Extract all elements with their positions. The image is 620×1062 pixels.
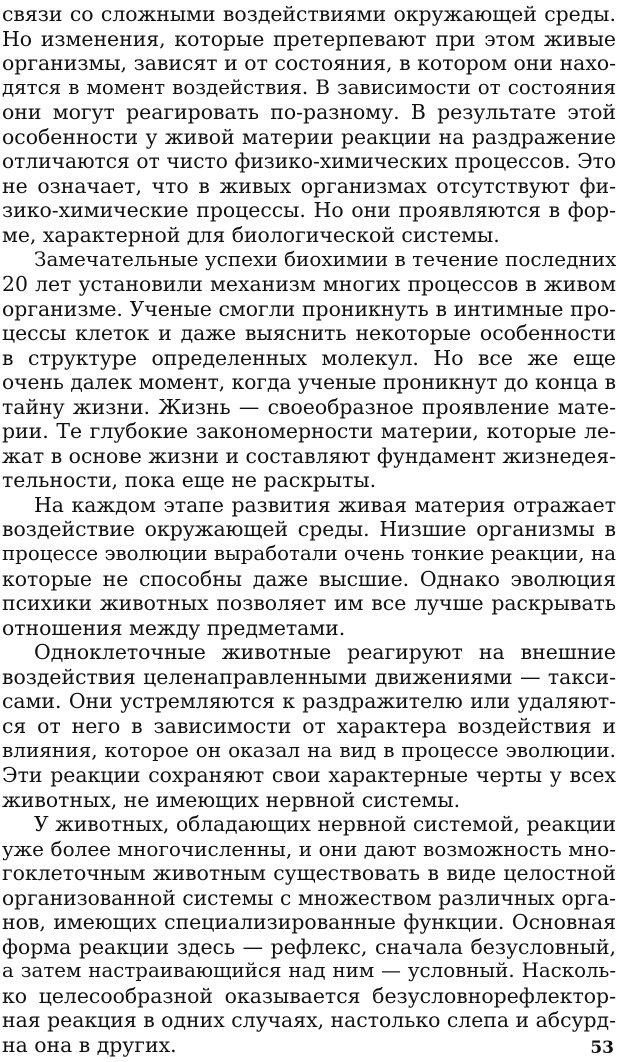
text-line: отличаются от чисто физико-химических процессов. Это bbox=[2, 149, 616, 174]
text-line: Эти реакции сохраняют свои характерные черты у всех bbox=[2, 762, 616, 787]
text-line: воздействия целенаправленными движениями — такси- bbox=[2, 664, 616, 689]
text-line: особенности у живой материи реакции на раздражение bbox=[2, 124, 616, 149]
text-line: психики животных позволяет им все лучше раскрывать bbox=[2, 591, 616, 616]
paragraph bbox=[2, 2, 616, 247]
paragraph bbox=[2, 812, 616, 1057]
paragraph bbox=[2, 493, 616, 640]
text-line: отношения между предметами. bbox=[2, 615, 346, 640]
text-line: уже более многочисленны, и они дают возможность мно- bbox=[2, 836, 616, 861]
body-text bbox=[2, 2, 616, 1058]
text-line: На каждом этапе развития живая материя отражает bbox=[34, 492, 616, 517]
text-line: ко целесообразной оказывается безусловнорефлектор- bbox=[2, 983, 616, 1008]
text-line: они могут реагировать по-разному. В результате этой bbox=[2, 100, 616, 125]
text-line: а затем настраивающийся над ним — условный. Насколь- bbox=[2, 959, 616, 983]
text-line: организме. Ученые смогли проникнуть в интимные про- bbox=[2, 296, 616, 321]
paragraph bbox=[2, 640, 616, 812]
text-line: ся от него в зависимости от характера воздействия и bbox=[2, 713, 616, 738]
text-line: организованной системы с множеством различных орга- bbox=[2, 885, 616, 910]
text-line: гоклеточным животным существовать в виде целостной bbox=[2, 861, 616, 886]
text-line: дятся в момент воздействия. В зависимости от состояния bbox=[2, 75, 616, 99]
text-line: на она в других. bbox=[2, 1032, 177, 1057]
text-line: связи со сложными воздействиями окружающей среды. bbox=[2, 2, 616, 26]
text-line: ме, характерной для биологической системы. bbox=[2, 222, 500, 247]
text-line: форма реакции здесь — рефлекс, сначала безусловный, bbox=[2, 934, 616, 959]
text-line: очень далек момент, когда ученые проникнут до конца в bbox=[2, 370, 616, 395]
text-line: зико-химические процессы. Но они проявляются в фор- bbox=[2, 198, 616, 223]
text-line: тельности, пока еще не раскрыты. bbox=[2, 468, 377, 493]
text-line: которые не способны даже высшие. Однако эволюция bbox=[2, 566, 616, 591]
text-line: организмы, зависят и от состояния, в котором они нахо- bbox=[2, 51, 616, 76]
page-number: 53 bbox=[590, 1038, 614, 1058]
text-line: Но изменения, которые претерпевают при этом живые bbox=[2, 26, 616, 51]
text-line: нов, имеющих специализированные функции. Основная bbox=[2, 910, 616, 935]
paragraph bbox=[2, 247, 616, 492]
text-line: 20 лет установили механизм многих процессов в живом bbox=[2, 272, 616, 297]
text-line: цессы клеток и даже выяснить некоторые особенности bbox=[2, 321, 616, 346]
text-line: рии. Те глубокие закономерности материи, которые ле- bbox=[2, 419, 616, 444]
text-line: Замечательные успехи биохимии в течение последних bbox=[34, 247, 616, 272]
text-line: процессе эволюции выработали очень тонкие реакции, на bbox=[2, 542, 616, 566]
text-line: жат в основе жизни и составляют фундамент жизнедея- bbox=[2, 443, 616, 468]
text-line: ная реакция в одних случаях, настолько слепа и абсурд- bbox=[2, 1008, 616, 1033]
text-line: сами. Они устремляются к раздражителю или удаляют- bbox=[2, 689, 616, 714]
text-line: влияния, которое он оказал на вид в процессе эволюции. bbox=[2, 738, 616, 763]
text-line: Одноклеточные животные реагируют на внешние bbox=[34, 640, 616, 665]
text-line: животных, не имеющих нервной системы. bbox=[2, 787, 461, 812]
text-line: воздействие окружающей среды. Низшие организмы в bbox=[2, 517, 616, 542]
text-line: У животных, обладающих нервной системой, реакции bbox=[34, 812, 616, 837]
text-line: не означает, что в живых организмах отсутствуют фи- bbox=[2, 173, 616, 198]
text-line: в структуре определенных молекул. Но все же еще bbox=[2, 345, 616, 370]
text-line: тайну жизни. Жизнь — своеобразное проявление мате- bbox=[2, 394, 616, 419]
